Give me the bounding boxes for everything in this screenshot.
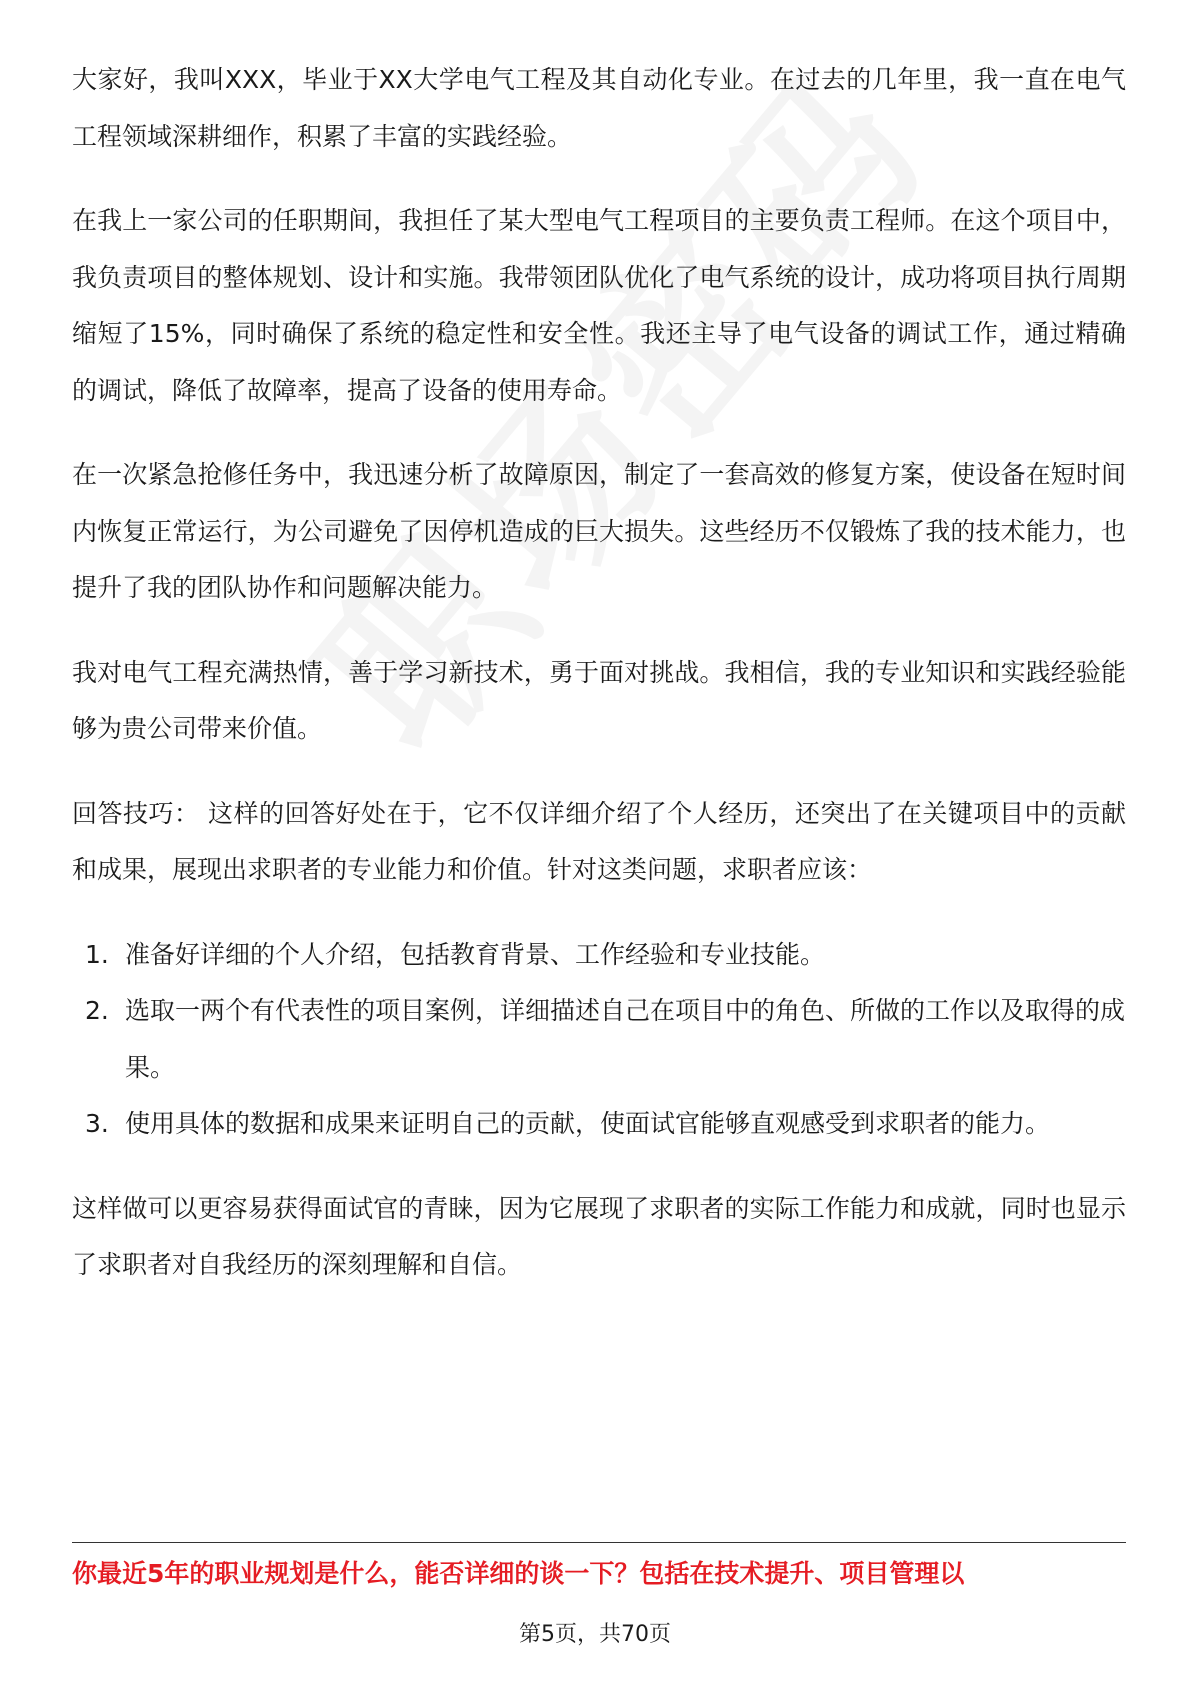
list-text: 选取一两个有代表性的项目案例，详细描述自己在项目中的角色、所做的工作以及取得的成果。 xyxy=(125,996,1126,1082)
tips-list xyxy=(72,927,1126,1153)
list-text: 准备好详细的个人介绍，包括教育背景、工作经验和专业技能。 xyxy=(125,939,826,969)
list-text: 使用具体的数据和成果来证明自己的贡献，使面试官能够直观感受到求职者的能力。 xyxy=(125,1109,1051,1138)
section-divider xyxy=(72,1542,1126,1543)
list-number: 1. xyxy=(85,939,109,969)
passion-paragraph: 我对电气工程充满热情，善于学习新技术，勇于面对挑战。我相信，我的专业知识和实践经验能够为贵公司带来价值。 xyxy=(72,657,1126,743)
project-paragraph: 在我上一家公司的任职期间，我担任了某大型电气工程项目的主要负责工程师。在这个项目中，我负责项目的整体规划、设计和实施。我带领团队优化了电气系统的设计，成功将项目执行周期缩短了15%，同时确保了系统的稳定性和安全性。我还主导了电气设备的调试工作，通过精确的调试，降低了故障率，提高了设备的使用寿命。 xyxy=(72,206,1126,405)
list-number: 3. xyxy=(85,1109,109,1138)
list-number: 2. xyxy=(85,996,109,1025)
list-item xyxy=(72,1096,1126,1153)
document-body xyxy=(72,52,1126,1294)
conclusion-paragraph: 这样做可以更容易获得面试官的青睐，因为它展现了求职者的实际工作能力和成就，同时也显示了求职者对自我经历的深刻理解和自信。 xyxy=(72,1193,1126,1279)
tips-paragraph: 回答技巧： 这样的回答好处在于，它不仅详细介绍了个人经历，还突出了在关键项目中的贡献和成果，展现出求职者的专业能力和价值。针对这类问题，求职者应该： xyxy=(72,798,1126,884)
page-number: 第5页，共70页 xyxy=(519,1622,671,1647)
list-item xyxy=(72,927,1126,984)
list-item xyxy=(72,983,1126,1096)
next-question-heading: 你最近5年的职业规划是什么，能否详细的谈一下？包括在技术提升、项目管理以 xyxy=(72,1559,965,1588)
repair-paragraph: 在一次紧急抢修任务中，我迅速分析了故障原因，制定了一套高效的修复方案，使设备在短时间内恢复正常运行，为公司避免了因停机造成的巨大损失。这些经历不仅锻炼了我的技术能力，也提升了我的团队协作和问题解决能力。 xyxy=(72,460,1126,602)
intro-paragraph: 大家好，我叫XXX，毕业于XX大学电气工程及其自动化专业。在过去的几年里，我一直在电气工程领域深耕细作，积累了丰富的实践经验。 xyxy=(72,65,1126,151)
